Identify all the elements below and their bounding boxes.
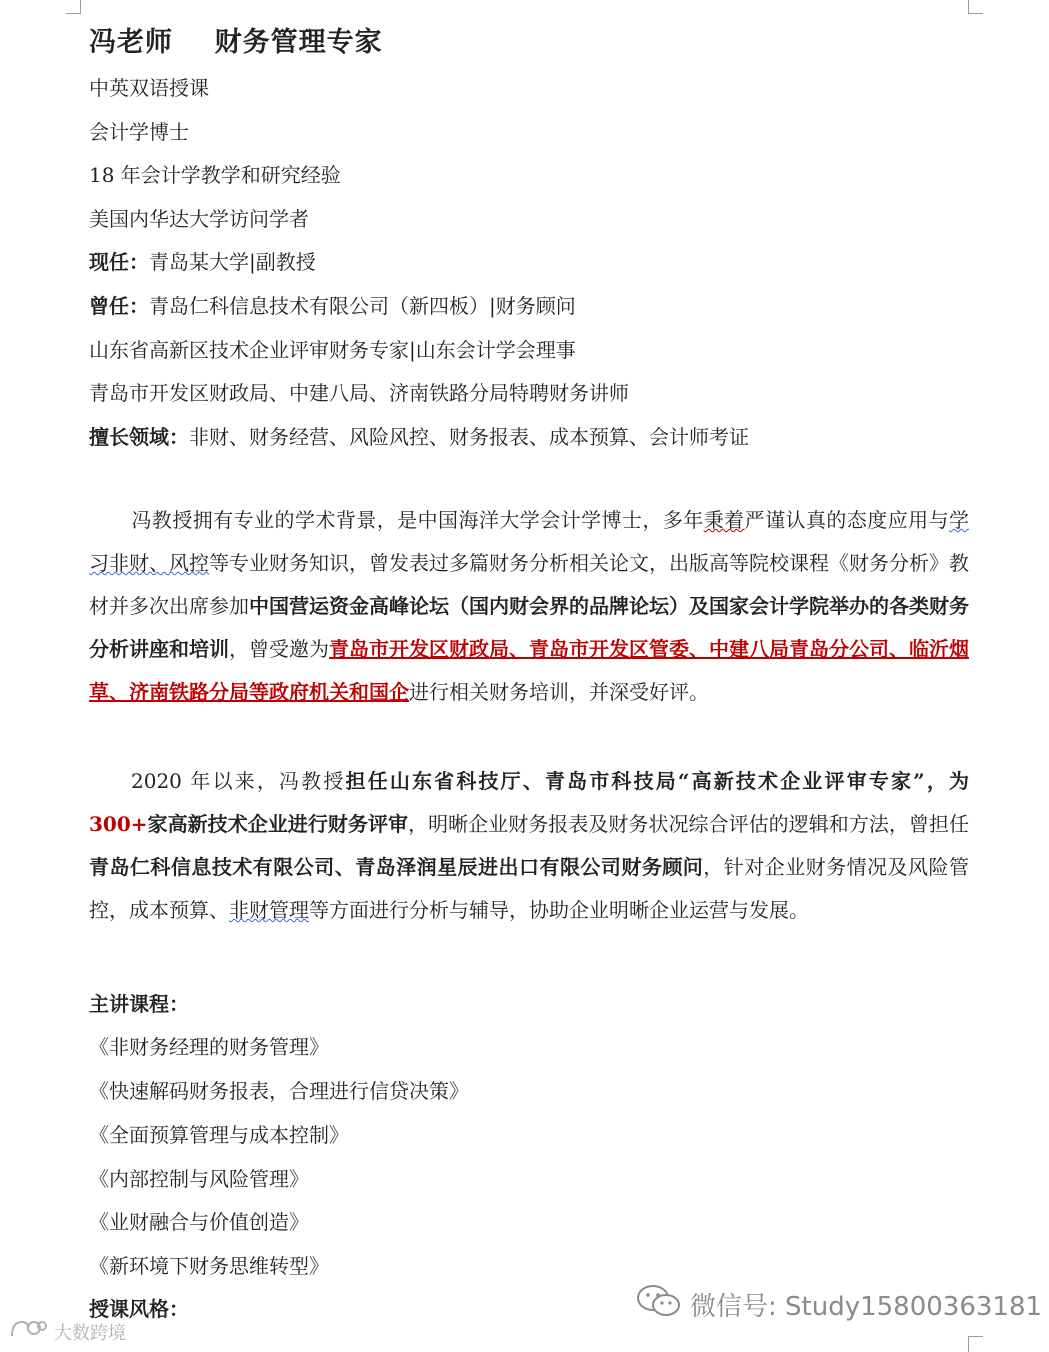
text-run: 中国营运资金高峰论坛（国内财会界的品牌论坛）及国家会计学院举办的各类财务分析讲座和培训 (89, 594, 969, 661)
text-run: 冯教授拥有专业的学术背景，是中国海洋大学会计学博士，多年 (131, 508, 704, 532)
course-item: 《新环境下财务思维转型》 (89, 1254, 329, 1278)
profile-line: 山东省高新区技术企业评审财务专家|山东会计学会理事 (89, 338, 576, 362)
text-run: ，明晰企业财务报表及财务状况综合评估的逻辑和方法，曾担任 (408, 812, 970, 836)
text-run: ，曾受邀为 (229, 637, 329, 661)
profile-line: 会计学博士 (89, 120, 189, 144)
expertise-label: 擅长领域： (89, 425, 189, 449)
source-watermark (8, 1316, 126, 1347)
text-run: 等方面进行分析与辅导，协助企业明晰企业运营与发展。 (309, 898, 809, 922)
crop-mark (80, 0, 81, 14)
courses-heading: 主讲课程： (89, 992, 189, 1016)
course-item: 《业财融合与价值创造》 (89, 1210, 309, 1234)
profile-expertise (89, 421, 749, 450)
logo-icon (8, 1316, 48, 1347)
highlight-clients: 青岛市开发区财政局、青岛市开发区管委、中建八局青岛分公司、临沂烟草、济南铁路分局等政府机关和国企 (89, 637, 969, 704)
course-item: 《非财务经理的财务管理》 (89, 1035, 329, 1059)
text-run: 严谨认真的态度应用与 (744, 508, 950, 532)
wechat-icon (636, 1284, 682, 1325)
profile-current (89, 246, 316, 275)
text-run: 担任山东省科技厅、青岛市科技局“高新技术企业评审专家”，为 (345, 769, 969, 793)
profile-line: 美国内华达大学访问学者 (89, 207, 309, 231)
text-run: 学习非财、风控 (89, 508, 970, 575)
wechat-id: 微信号: Study15800363181 (690, 1292, 1043, 1322)
text-run: 2020 年以来，冯教授 (131, 769, 346, 793)
bio-paragraph-2 (89, 760, 969, 932)
profile-line: 18 年会计学教学和研究经验 (89, 163, 341, 187)
text-run: ，针对企业财务情况及风险管控，成本预算、 (89, 855, 970, 922)
course-item: 《快速解码财务报表，合理进行信贷决策》 (89, 1079, 469, 1103)
highlight-count: 300+ (89, 812, 148, 836)
profile-line: 青岛市开发区财政局、中建八局、济南铁路分局特聘财务讲师 (89, 381, 629, 405)
former-label: 曾任： (89, 294, 149, 318)
crop-mark (969, 13, 983, 14)
text-run: 进行相关财务培训，并深受好评。 (409, 680, 709, 704)
crop-mark (968, 1336, 969, 1352)
crop-mark (66, 13, 80, 14)
text-run: 等专业财务知识，曾发表过多篇财务分析相关论文，出版高等院校课程《财务分析》教材并多次出席参加 (89, 551, 969, 618)
course-item: 《全面预算管理与成本控制》 (89, 1123, 349, 1147)
text-run: 家高新技术企业进行财务评审 (147, 812, 409, 836)
wechat-watermark (636, 1284, 1042, 1325)
expertise-value: 非财、财务经营、风险风控、财务报表、成本预算、会计师考证 (189, 425, 749, 449)
profile-line: 中英双语授课 (89, 76, 209, 100)
profile-former (89, 290, 576, 319)
course-item: 《内部控制与风险管理》 (89, 1167, 309, 1191)
crop-mark (968, 0, 969, 14)
former-value: 青岛仁科信息技术有限公司（新四板）|财务顾问 (149, 294, 576, 318)
style-heading: 授课风格： (89, 1297, 189, 1321)
text-run: 青岛仁科信息技术有限公司、青岛泽润星辰进出口有限公司财务顾问 (89, 855, 704, 879)
current-value: 青岛某大学|副教授 (149, 250, 316, 274)
text-run: 秉着 (703, 508, 745, 532)
text-run: 非财管理 (229, 898, 309, 922)
current-label: 现任： (89, 250, 149, 274)
page-title: 冯老师 财务管理专家 (89, 27, 383, 58)
bio-paragraph-1 (89, 499, 969, 714)
source-name: 大数跨境 (54, 1322, 126, 1344)
crop-mark (969, 1336, 983, 1337)
